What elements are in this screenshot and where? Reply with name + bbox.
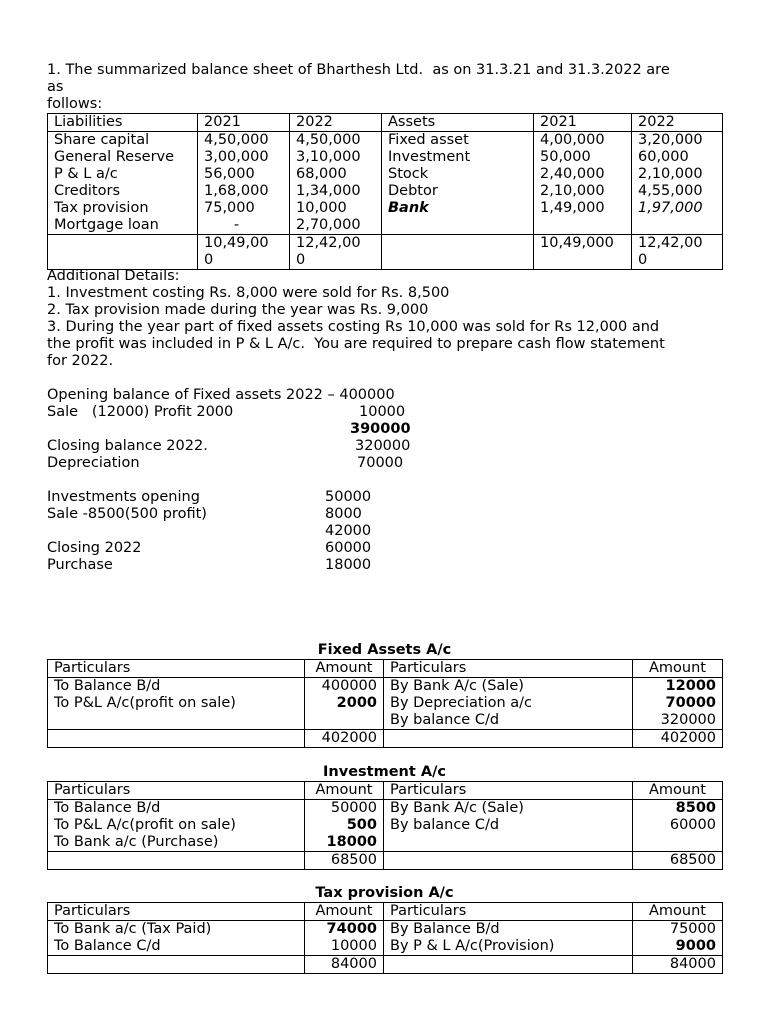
ledger-header: Amount [633, 660, 723, 678]
ledger-entry: To P&L A/c(profit on sale) [54, 695, 236, 711]
ledger-total-credit: 402000 [633, 730, 723, 748]
assets-2022 [632, 132, 723, 235]
fixed-assets-ac-title: Fixed Assets A/c [317, 642, 452, 658]
liability-2022-value: 10,000 [296, 200, 347, 216]
ledger-header: Particulars [48, 660, 305, 678]
asset-name: Stock [388, 166, 429, 182]
ledger-amount: 9000 [675, 938, 716, 954]
asset-2021-value: 1,49,000 [540, 200, 605, 216]
ledger-entry: By P & L A/c(Provision) [390, 938, 555, 954]
ledger-header: Amount [305, 660, 384, 678]
fa-closing-label: Closing balance 2022. [47, 438, 208, 454]
ledger-credit-amounts [633, 678, 723, 730]
ledger-entry: By balance C/d [390, 817, 500, 833]
fa-sale-label: Sale (12000) Profit 2000 [47, 404, 234, 420]
inv-purchase-value: 18000 [325, 557, 372, 573]
ledger-entry: To Balance B/d [54, 800, 161, 816]
inv-opening-value: 50000 [325, 489, 372, 505]
ledger-debit-amounts [305, 800, 384, 852]
ledger-total-debit: 402000 [305, 730, 384, 748]
asset-2021-value: 2,40,000 [540, 166, 605, 182]
liability-2021-value: 3,00,000 [204, 149, 269, 165]
investment-ac-title: Investment A/c [323, 764, 446, 780]
asset-name-bank: Bank [388, 200, 429, 216]
inv-closing-label: Closing 2022 [47, 540, 142, 556]
asset-2022-value: 2,10,000 [638, 166, 703, 182]
fa-dep-value: 70000 [357, 455, 404, 471]
header-liab-2022: 2022 [290, 114, 382, 132]
ledger-credit-particulars [384, 800, 633, 852]
ledger-credit-amounts [633, 800, 723, 852]
liability-name: General Reserve [54, 149, 175, 165]
balance-sheet-body-row [48, 132, 723, 235]
ledger-header: Particulars [48, 903, 305, 921]
ledger-amount: 2000 [336, 695, 377, 711]
question-line-1: 1. The summarized balance sheet of Bharthesh Ltd. as on 31.3.21 and 31.3.2022 are [47, 62, 670, 78]
asset-2021-value: 4,00,000 [540, 132, 605, 148]
ledger-credit-particulars [384, 678, 633, 730]
liability-name: Creditors [54, 183, 120, 199]
inv-opening-label: Investments opening [47, 489, 200, 505]
ledger-amount: 74000 [326, 921, 377, 937]
ledger-header: Particulars [384, 903, 633, 921]
ledger-debit-particulars [48, 678, 305, 730]
total-liab-2021: 10,49,00 0 [198, 235, 290, 270]
fixed-assets-ac-table [47, 659, 723, 748]
asset-2022-value-bank: 1,97,000 [638, 200, 703, 216]
balance-sheet-total-row [48, 235, 723, 270]
ledger-total-blank [48, 730, 305, 748]
ledger-amount: 320000 [660, 712, 716, 728]
ledger-header: Amount [633, 903, 723, 921]
ledger-total-debit: 84000 [305, 956, 384, 974]
question-line-3: follows: [47, 96, 103, 112]
ledger-total-row [48, 956, 723, 974]
ledger-debit-particulars [48, 800, 305, 852]
total-blank [382, 235, 534, 270]
liability-2022-value: 3,10,000 [296, 149, 361, 165]
additional-heading: Additional Details: [47, 268, 180, 284]
header-asset-2021: 2021 [534, 114, 632, 132]
ledger-entry: To P&L A/c(profit on sale) [54, 817, 236, 833]
ledger-header: Amount [633, 782, 723, 800]
ledger-amount: 10000 [330, 938, 377, 954]
additional-line-1: 1. Investment costing Rs. 8,000 were sold for Rs. 8,500 [47, 285, 450, 301]
total-liab-2022: 12,42,00 0 [290, 235, 382, 270]
liability-name: Tax provision [54, 200, 149, 216]
ledger-header-row [48, 660, 723, 678]
ledger-header: Amount [305, 903, 384, 921]
additional-line-3c: for 2022. [47, 353, 114, 369]
ledger-body-row [48, 800, 723, 852]
liabilities-names [48, 132, 198, 235]
fa-sale-value: 10000 [359, 404, 406, 420]
ledger-amount: 60000 [669, 817, 716, 833]
ledger-amount: 8500 [675, 800, 716, 816]
liability-name: P & L a/c [54, 166, 118, 182]
asset-name: Debtor [388, 183, 438, 199]
header-assets: Assets [382, 114, 534, 132]
liability-2021-value: - [233, 217, 240, 233]
ledger-header: Particulars [48, 782, 305, 800]
liability-2021-value: 75,000 [204, 200, 255, 216]
total-asset-2022: 12,42,00 0 [632, 235, 723, 270]
asset-2021-value: 50,000 [540, 149, 591, 165]
ledger-header: Particulars [384, 782, 633, 800]
asset-2021-value: 2,10,000 [540, 183, 605, 199]
ledger-total-row [48, 730, 723, 748]
liability-2022-value: 1,34,000 [296, 183, 361, 199]
liability-2022-value: 68,000 [296, 166, 347, 182]
balance-sheet-table [47, 113, 723, 270]
ledger-body-row [48, 678, 723, 730]
liability-2022-value: 4,50,000 [296, 132, 361, 148]
additional-line-3a: 3. During the year part of fixed assets costing Rs 10,000 was sold for Rs 12,000 and [47, 319, 660, 335]
additional-line-2: 2. Tax provision made during the year was Rs. 9,000 [47, 302, 429, 318]
total-blank [48, 235, 198, 270]
ledger-debit-amounts [305, 678, 384, 730]
investment-ac-table [47, 781, 723, 870]
ledger-entry: By Bank A/c (Sale) [390, 800, 524, 816]
ledger-amount: 75000 [669, 921, 716, 937]
ledger-entry: To Balance C/d [54, 938, 161, 954]
ledger-header-row [48, 903, 723, 921]
liabilities-2021 [198, 132, 290, 235]
ledger-credit-amounts [633, 921, 723, 956]
header-liabilities: Liabilities [48, 114, 198, 132]
question-line-2: as [47, 79, 64, 95]
ledger-entry: By balance C/d [390, 712, 500, 728]
ledger-debit-particulars [48, 921, 305, 956]
total-asset-2021: 10,49,000 [534, 235, 632, 270]
ledger-total-row [48, 852, 723, 870]
fa-dep-label: Depreciation [47, 455, 140, 471]
asset-2022-value: 4,55,000 [638, 183, 703, 199]
liability-name: Share capital [54, 132, 150, 148]
ledger-total-blank [384, 852, 633, 870]
inv-subtotal: 42000 [325, 523, 372, 539]
asset-2022-value: 60,000 [638, 149, 689, 165]
asset-2022-value: 3,20,000 [638, 132, 703, 148]
ledger-total-credit: 84000 [633, 956, 723, 974]
liability-2021-value: 56,000 [204, 166, 255, 182]
ledger-entry: To Bank a/c (Tax Paid) [54, 921, 212, 937]
inv-closing-value: 60000 [325, 540, 372, 556]
ledger-amount: 18000 [326, 834, 377, 850]
ledger-header: Particulars [384, 660, 633, 678]
header-liab-2021: 2021 [198, 114, 290, 132]
ledger-debit-amounts [305, 921, 384, 956]
ledger-body-row [48, 921, 723, 956]
additional-line-3b: the profit was included in P & L A/c. You are required to prepare cash flow statement [47, 336, 665, 352]
inv-purchase-label: Purchase [47, 557, 113, 573]
fa-opening-line: Opening balance of Fixed assets 2022 – 400000 [47, 387, 395, 403]
ledger-entry: By Depreciation a/c [390, 695, 533, 711]
ledger-amount: 400000 [321, 678, 377, 694]
assets-2021 [534, 132, 632, 235]
ledger-amount: 70000 [665, 695, 716, 711]
ledger-header-row [48, 782, 723, 800]
ledger-credit-particulars [384, 921, 633, 956]
ledger-total-blank [384, 956, 633, 974]
ledger-header: Amount [305, 782, 384, 800]
ledger-entry: By Balance B/d [390, 921, 500, 937]
ledger-entry: To Bank a/c (Purchase) [54, 834, 219, 850]
liability-2022-value: 2,70,000 [296, 217, 361, 233]
header-asset-2022: 2022 [632, 114, 723, 132]
ledger-amount: 500 [346, 817, 377, 833]
ledger-amount: 12000 [665, 678, 716, 694]
fa-closing-value: 320000 [355, 438, 411, 454]
ledger-amount: 50000 [330, 800, 377, 816]
ledger-total-debit: 68500 [305, 852, 384, 870]
liabilities-2022 [290, 132, 382, 235]
balance-sheet-header-row [48, 114, 723, 132]
fa-subtotal: 390000 [350, 421, 411, 437]
liability-2021-value: 1,68,000 [204, 183, 269, 199]
tax-provision-ac-table [47, 902, 723, 974]
assets-names [382, 132, 534, 235]
liability-2021-value: 4,50,000 [204, 132, 269, 148]
ledger-total-blank [48, 956, 305, 974]
ledger-entry: To Balance B/d [54, 678, 161, 694]
ledger-total-credit: 68500 [633, 852, 723, 870]
ledger-total-blank [384, 730, 633, 748]
asset-name: Fixed asset [388, 132, 469, 148]
ledger-total-blank [48, 852, 305, 870]
tax-provision-ac-title: Tax provision A/c [315, 885, 454, 901]
asset-name: Investment [388, 149, 471, 165]
ledger-entry: By Bank A/c (Sale) [390, 678, 524, 694]
inv-sale-value: 8000 [325, 506, 362, 522]
inv-sale-label: Sale -8500(500 profit) [47, 506, 207, 522]
liability-name: Mortgage loan [54, 217, 159, 233]
